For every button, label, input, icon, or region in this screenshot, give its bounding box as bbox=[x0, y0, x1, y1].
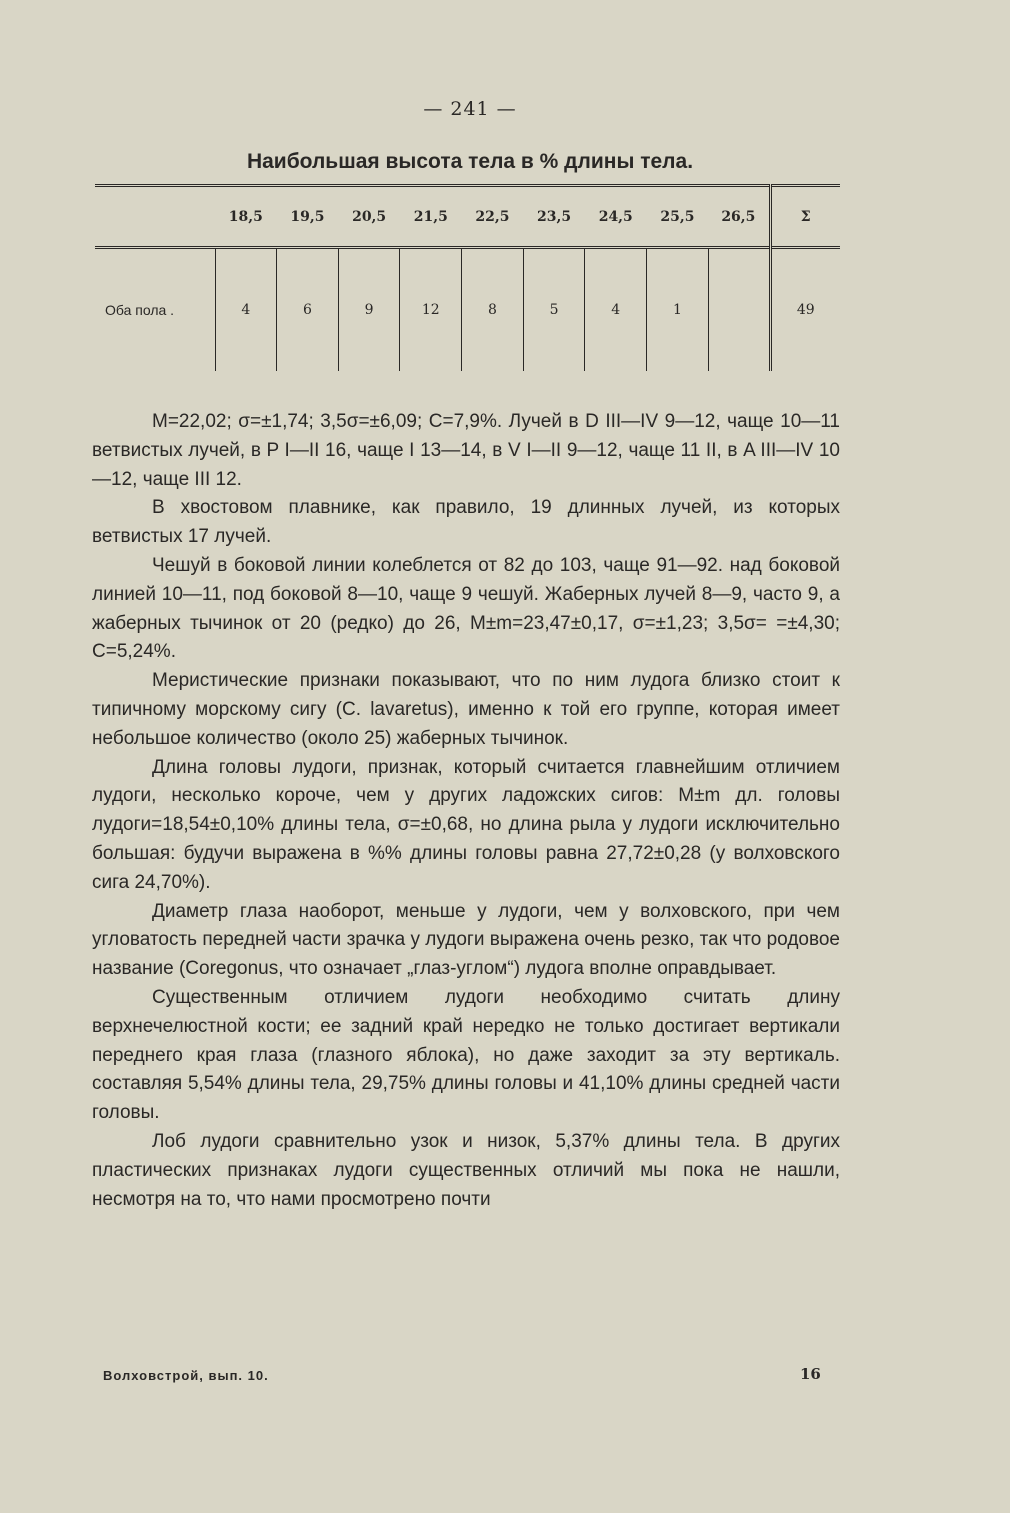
page-number: — 241 — bbox=[423, 98, 517, 120]
table-cell: 5 bbox=[523, 248, 585, 371]
table-header-sum: Σ bbox=[770, 186, 840, 248]
table-cell: 1 bbox=[647, 248, 709, 371]
table-cell-sum: 49 bbox=[770, 248, 840, 371]
table-header-row bbox=[95, 186, 840, 248]
table-header-cell: 18,5 bbox=[228, 208, 263, 225]
table-cell: 8 bbox=[462, 248, 524, 371]
paragraph: Существенным отличием лудоги необходимо считать длину верхнечелюстной кости; ее задний край нередко не только достигает вертикали переднего края глаза (глазного яблока), но даже заходит за эту вертикаль. составляя 5,54% длины тела, 29,75% длины головы и 41,10% длины средней части головы. bbox=[92, 986, 840, 1124]
table-cell: 9 bbox=[338, 248, 400, 371]
paragraph: Лоб лудоги сравнительно узок и низок, 5,37% длины тела. В других пластических признаках лудоги существенных отличий мы пока не нашли, несмотря на то, что нами просмотрено почти bbox=[92, 1130, 840, 1210]
table-row bbox=[95, 248, 840, 371]
table-header-cell: 20,5 bbox=[352, 208, 387, 225]
table-header-cell bbox=[95, 186, 215, 248]
table-row-label: Оба пола . bbox=[105, 301, 175, 318]
table-cell: 4 bbox=[585, 248, 647, 371]
paragraph: Диаметр глаза наоборот, меньше у лудоги, чем у волховского, при чем угловатость передней части зрачка у лудоги выражена очень резко, так что родовое название (Coregonus, что означает „глаз-углом“) лудога вполне оправдывает. bbox=[92, 900, 840, 980]
table-cell bbox=[708, 248, 770, 371]
table-header-cell: 19,5 bbox=[290, 208, 325, 225]
table-cell: 4 bbox=[215, 248, 277, 371]
table-title: Наибольшая высота тела в % длины тела. bbox=[246, 150, 694, 173]
table-header-cell: 21,5 bbox=[413, 208, 448, 225]
table-header-cell: 23,5 bbox=[537, 208, 572, 225]
table-cell: 6 bbox=[277, 248, 339, 371]
body-text bbox=[92, 408, 840, 1214]
paragraph: Чешуй в боковой линии колеблется от 82 до 103, чаще 91—92. над боковой линией 10—11, под боковой 8—10, чаще 9 чешуй. Жаберных лучей 8—9, часто 9, а жаберных тычинок от 20 (редко) до 26, M±m=23,47±0,17, σ=±1,23; 3,5σ= =±4,30; C=5,24%. bbox=[92, 554, 840, 663]
table-header-cell: 24,5 bbox=[598, 208, 633, 225]
table-cell: 12 bbox=[400, 248, 462, 371]
paragraph: В хвостовом плавнике, как правило, 19 длинных лучей, из которых ветвистых 17 лучей. bbox=[92, 497, 840, 548]
data-table bbox=[95, 184, 840, 371]
paragraph: Меристические признаки показывают, что по ним лудога близко стоит к типичному морскому сигу (C. lavaretus), именно к той его группе, которая имеет небольшое количество (около 25) жаберных тычинок. bbox=[92, 670, 840, 749]
footer-signature-number: 16 bbox=[800, 1365, 821, 1383]
paragraph: Длина головы лудоги, признак, который считается главнейшим отличием лудоги, несколько короче, чем у других ладожских сигов: M±m дл. головы лудоги=18,54±0,10% длины тела, σ=±0,68, но длина рыла у лудоги исключительно большая: будучи выражена в %% длины головы равна 27,72±0,28 (у волховского сига 24,70%). bbox=[92, 756, 840, 893]
data-table-wrapper bbox=[95, 184, 840, 371]
table-header-cell: 25,5 bbox=[660, 208, 695, 225]
table-header-cell: 26,5 bbox=[721, 208, 756, 225]
table-header-cell: 22,5 bbox=[475, 208, 510, 225]
paragraph: M=22,02; σ=±1,74; 3,5σ=±6,09; C=7,9%. Лучей в D III—IV 9—12, чаще 10—11 ветвистых лучей, в P I—II 16, чаще I 13—14, в V I—II 9—12, чаще 11 II, в A III—IV 10—12, чаще III 12. bbox=[92, 411, 840, 490]
footer-publication: Волховстрой, вып. 10. bbox=[103, 1368, 269, 1383]
